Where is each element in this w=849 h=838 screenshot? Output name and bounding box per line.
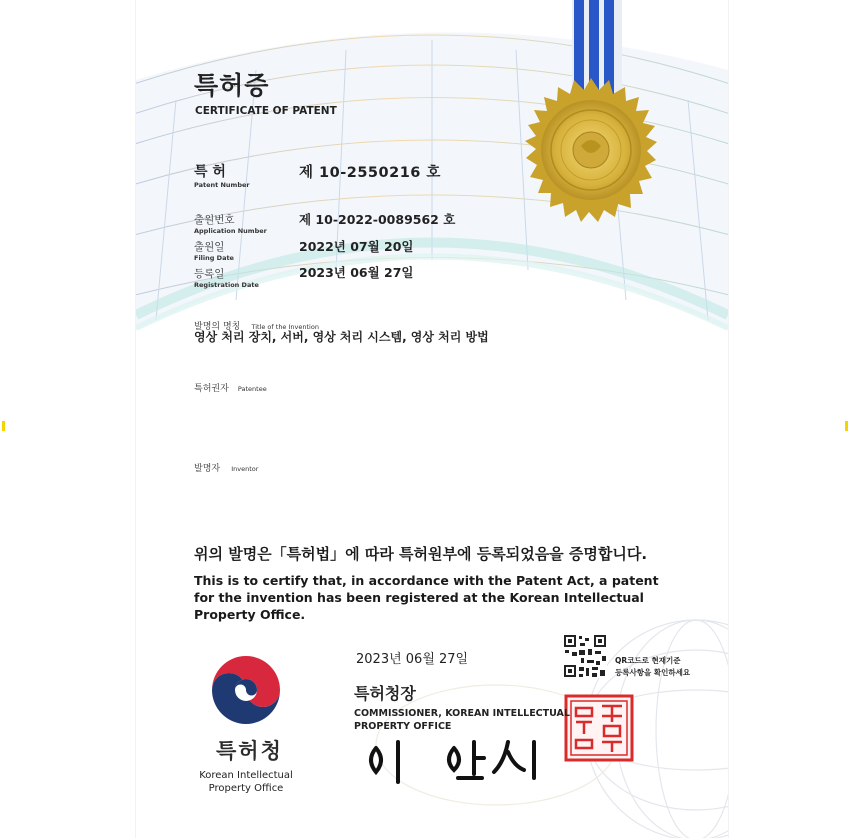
filing-date-label-english: Filing Date [194,254,234,262]
registration-date-label-english: Registration Date [194,281,259,289]
application-number-value: 제 10-2022-0089562 호 [299,212,456,227]
office-name-english: Korean Intellectual Property Office [199,770,293,794]
invention-title-value: 영상 처리 장치, 서버, 영상 처리 시스템, 영상 처리 방법 [194,330,489,344]
certificate-title-english: CERTIFICATE OF PATENT [195,105,337,117]
filing-date-label: 출원일 [194,241,225,253]
certificate-page [136,0,728,838]
patent-number-label-english: Patent Number [194,181,250,189]
inventor-label: 발명자 [194,464,221,474]
qr-code-note-line1: QR코드로 현재기준 [615,656,681,665]
commissioner-title: 특허청장 [354,684,416,703]
inventor-labels [194,456,258,475]
certificate-title: 특허증 [194,71,270,100]
office-name-korean: 특허청 [216,739,283,763]
patentee-labels [194,376,267,395]
issue-date: 2023년 06월 27일 [356,652,469,667]
right-edge-marker [845,421,848,431]
qr-code-note-line2: 등록사항을 확인하세요 [615,668,691,677]
certification-statement-english: This is to certify that, in accordance with the Patent Act, a patent for the invention has been registered at the Korean Intellectual Property Office. [194,573,659,622]
invention-title-label: 발명의 명칭 [194,322,241,332]
application-number-label-english: Application Number [194,227,267,235]
kipo-logo-icon [212,656,280,724]
qr-code-note [615,655,690,679]
qr-code-icon [563,634,607,678]
registration-date-value: 2023년 06월 27일 [299,265,414,280]
patentee-label: 특허권자 [194,384,229,394]
patent-number-label: 특 허 [194,164,226,180]
ribbon-icon [572,0,622,96]
registration-date-label: 등록일 [194,268,225,280]
commissioner-title-english: COMMISSIONER, KOREAN INTELLECTUAL PROPERTY OFFICE [354,708,570,732]
invention-title-label-english: Title of the Invention [251,323,319,331]
inventor-label-english: Inventor [231,465,259,473]
patentee-label-english: Patentee [237,385,267,393]
application-number-label: 출원번호 [194,214,235,226]
left-edge-marker [2,421,5,431]
certification-statement-korean: 위의 발명은「특허법」에 따라 특허원부에 등록되었음을 증명합니다. [194,545,648,563]
patent-number-value: 제 10-2550216 호 [299,165,441,181]
filing-date-value: 2022년 07월 20일 [299,239,414,254]
